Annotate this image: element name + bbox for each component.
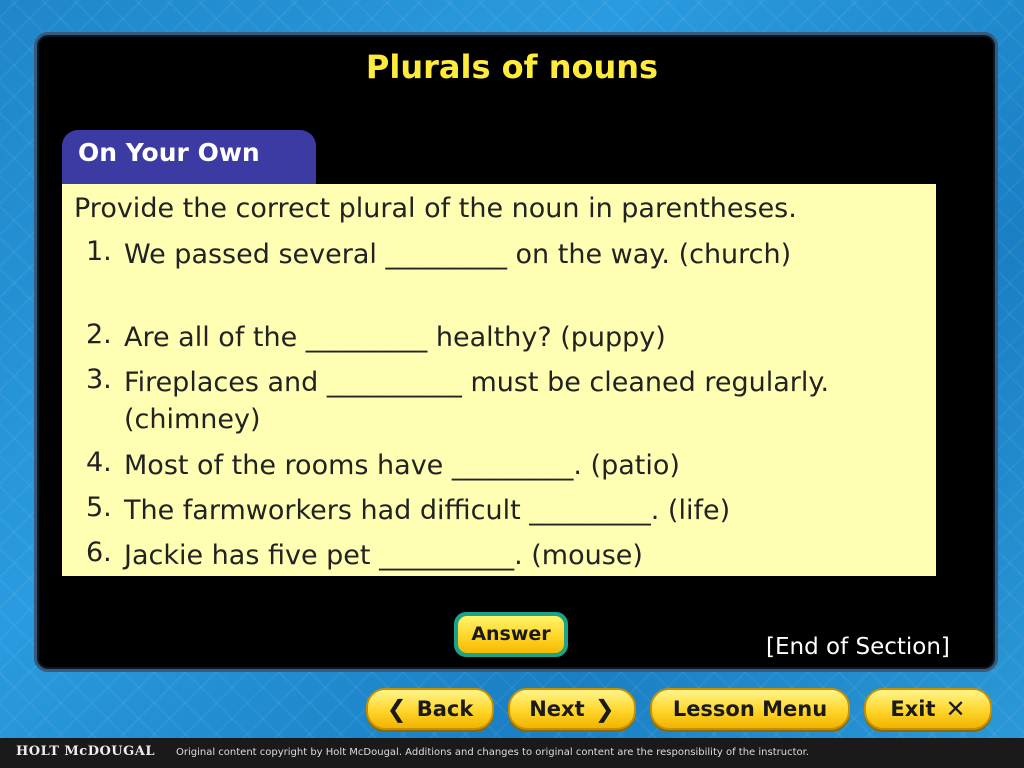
item-text: The farmworkers had difficult _________. (life) [124,495,731,526]
back-button-label: Back [416,697,474,721]
next-button-label: Next [529,697,585,721]
copyright-notice: Original content copyright by Holt McDougal. Additions and changes to original content are the responsibility of the instructor. [176,747,809,758]
item-text: Fireplaces and __________ must be cleaned regularly. (chimney) [124,367,830,435]
item-text: Are all of the _________ healthy? (puppy) [124,322,666,353]
item-text: Jackie has five pet __________. (mouse) [124,540,643,571]
instructions-text: Provide the correct plural of the noun in parentheses. [74,193,797,224]
item-number: 4. [86,447,112,478]
back-button[interactable] [366,688,494,730]
item-number: 6. [86,537,112,568]
lesson-menu-button[interactable] [650,688,850,730]
exit-button[interactable] [864,688,992,730]
close-icon: ✕ [945,695,966,723]
exit-button-label: Exit [890,697,936,721]
page-title: Plurals of nouns [365,48,659,86]
lesson-menu-button-label: Lesson Menu [672,697,828,721]
item-number: 5. [86,492,112,523]
item-text: Most of the rooms have _________. (patio) [124,450,680,481]
item-number: 1. [86,236,112,267]
end-of-section-link[interactable]: [End of Section] [766,634,950,660]
item-number: 3. [86,364,112,395]
section-tab-label: On Your Own [78,138,260,167]
publisher-logo: HOLT McDOUGAL [16,744,155,759]
next-button[interactable] [508,688,636,730]
chevron-right-icon: ❯ [594,695,615,723]
item-number: 2. [86,319,112,350]
chevron-left-icon: ❮ [386,695,407,723]
answer-button[interactable] [454,612,568,657]
answer-button-label: Answer [458,616,564,653]
item-text: We passed several _________ on the way. (church) [124,239,792,270]
